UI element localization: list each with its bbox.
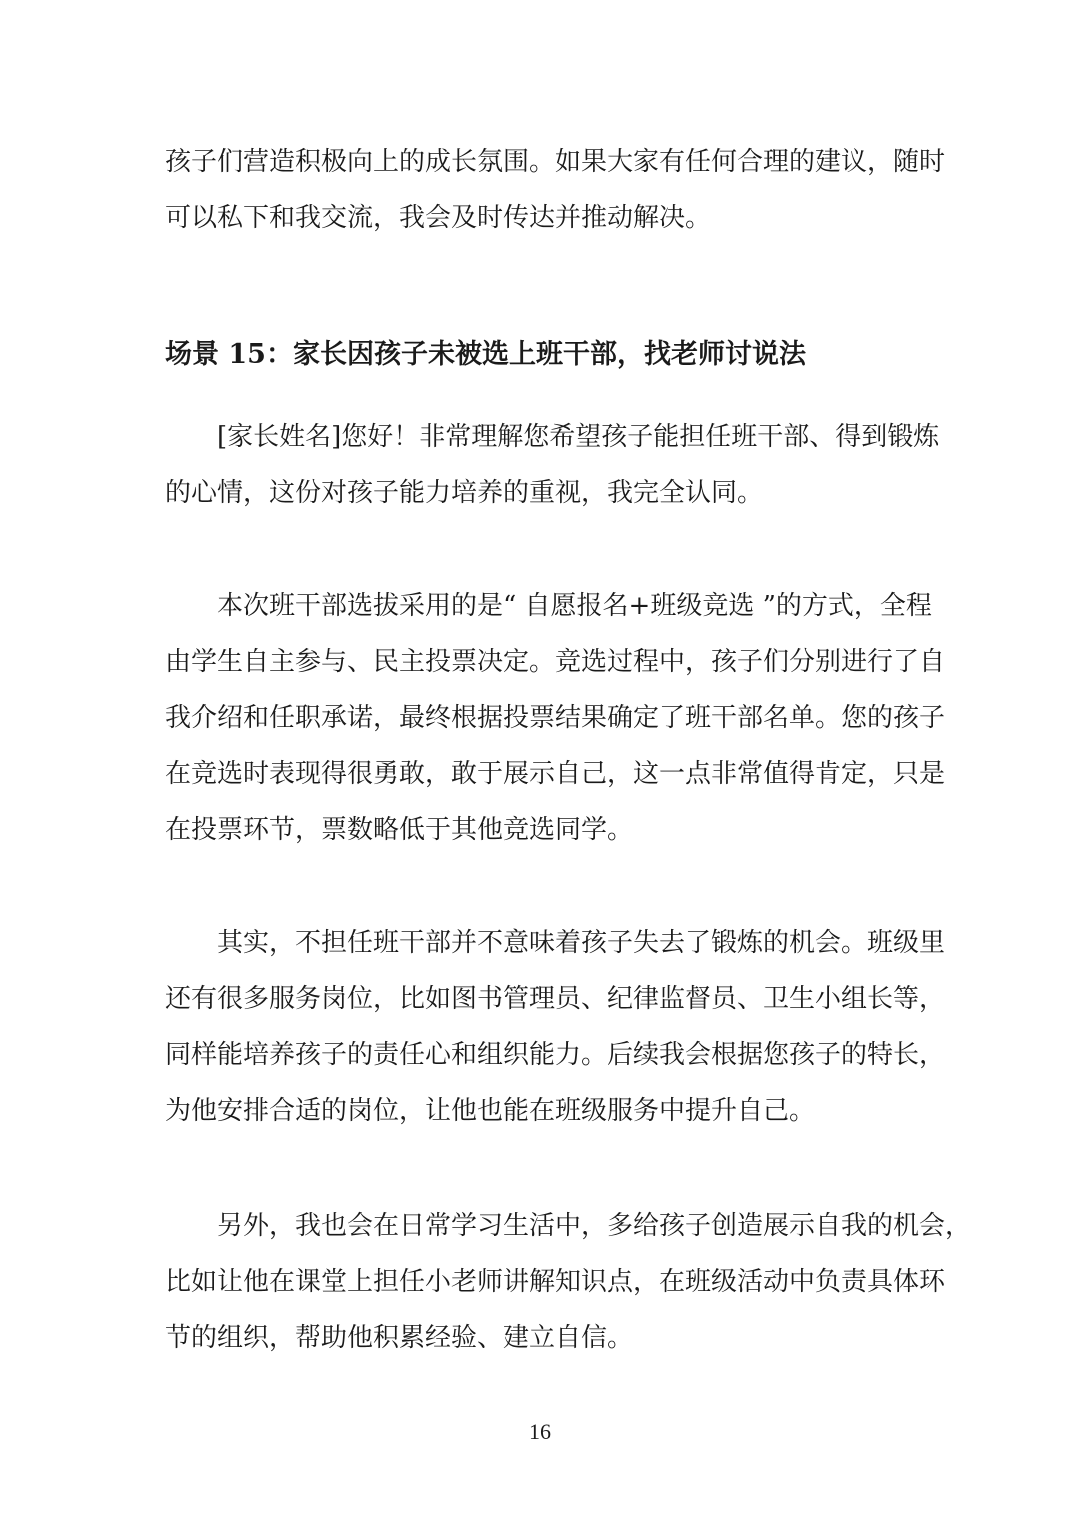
paragraph-line: 在竞选时表现得很勇敢，敢于展示自己，这一点非常值得肯定，只是	[165, 759, 946, 789]
section-heading: 场景 15：家长因孩子未被选上班干部，找老师讨说法	[165, 339, 806, 370]
paragraph-additional-support	[165, 1198, 972, 1366]
paragraph-line: 为他安排合适的岗位，让他也能在班级服务中提升自己。	[165, 1096, 816, 1126]
paragraph-line: [家长姓名]您好！非常理解您希望孩子能担任班干部、得到锻炼	[217, 422, 940, 452]
paragraph-line: 另外，我也会在日常学习生活中，多给孩子创造展示自我的机会，	[217, 1211, 972, 1241]
paragraph-line: 由学生自主参与、民主投票决定。竞选过程中，孩子们分别进行了自	[165, 647, 946, 677]
paragraph-greeting	[165, 409, 940, 521]
paragraph-election-process	[165, 578, 946, 858]
paragraph-line: 其实，不担任班干部并不意味着孩子失去了锻炼的机会。班级里	[217, 928, 946, 958]
paragraph-line: 还有很多服务岗位，比如图书管理员、纪律监督员、卫生小组长等，	[165, 984, 946, 1014]
paragraph-line: 节的组织，帮助他积累经验、建立自信。	[165, 1323, 634, 1353]
page-number: 16	[529, 1419, 551, 1444]
paragraph-line: 同样能培养孩子的责任心和组织能力。后续我会根据您孩子的特长，	[165, 1040, 946, 1070]
paragraph-line: 孩子们营造积极向上的成长氛围。如果大家有任何合理的建议，随时	[165, 147, 946, 177]
paragraph-other-opportunities	[165, 915, 946, 1139]
paragraph-line: 比如让他在课堂上担任小老师讲解知识点，在班级活动中负责具体环	[165, 1267, 946, 1297]
paragraph-line: 在投票环节，票数略低于其他竞选同学。	[165, 815, 634, 845]
intro-paragraph	[165, 134, 946, 246]
paragraph-line: 我介绍和任职承诺，最终根据投票结果确定了班干部名单。您的孩子	[165, 703, 946, 733]
paragraph-line: 可以私下和我交流，我会及时传达并推动解决。	[165, 203, 712, 233]
paragraph-line: 本次班干部选拔采用的是“ 自愿报名+班级竞选 ”的方式，全程	[217, 591, 932, 621]
paragraph-line: 的心情，这份对孩子能力培养的重视，我完全认同。	[165, 478, 764, 508]
